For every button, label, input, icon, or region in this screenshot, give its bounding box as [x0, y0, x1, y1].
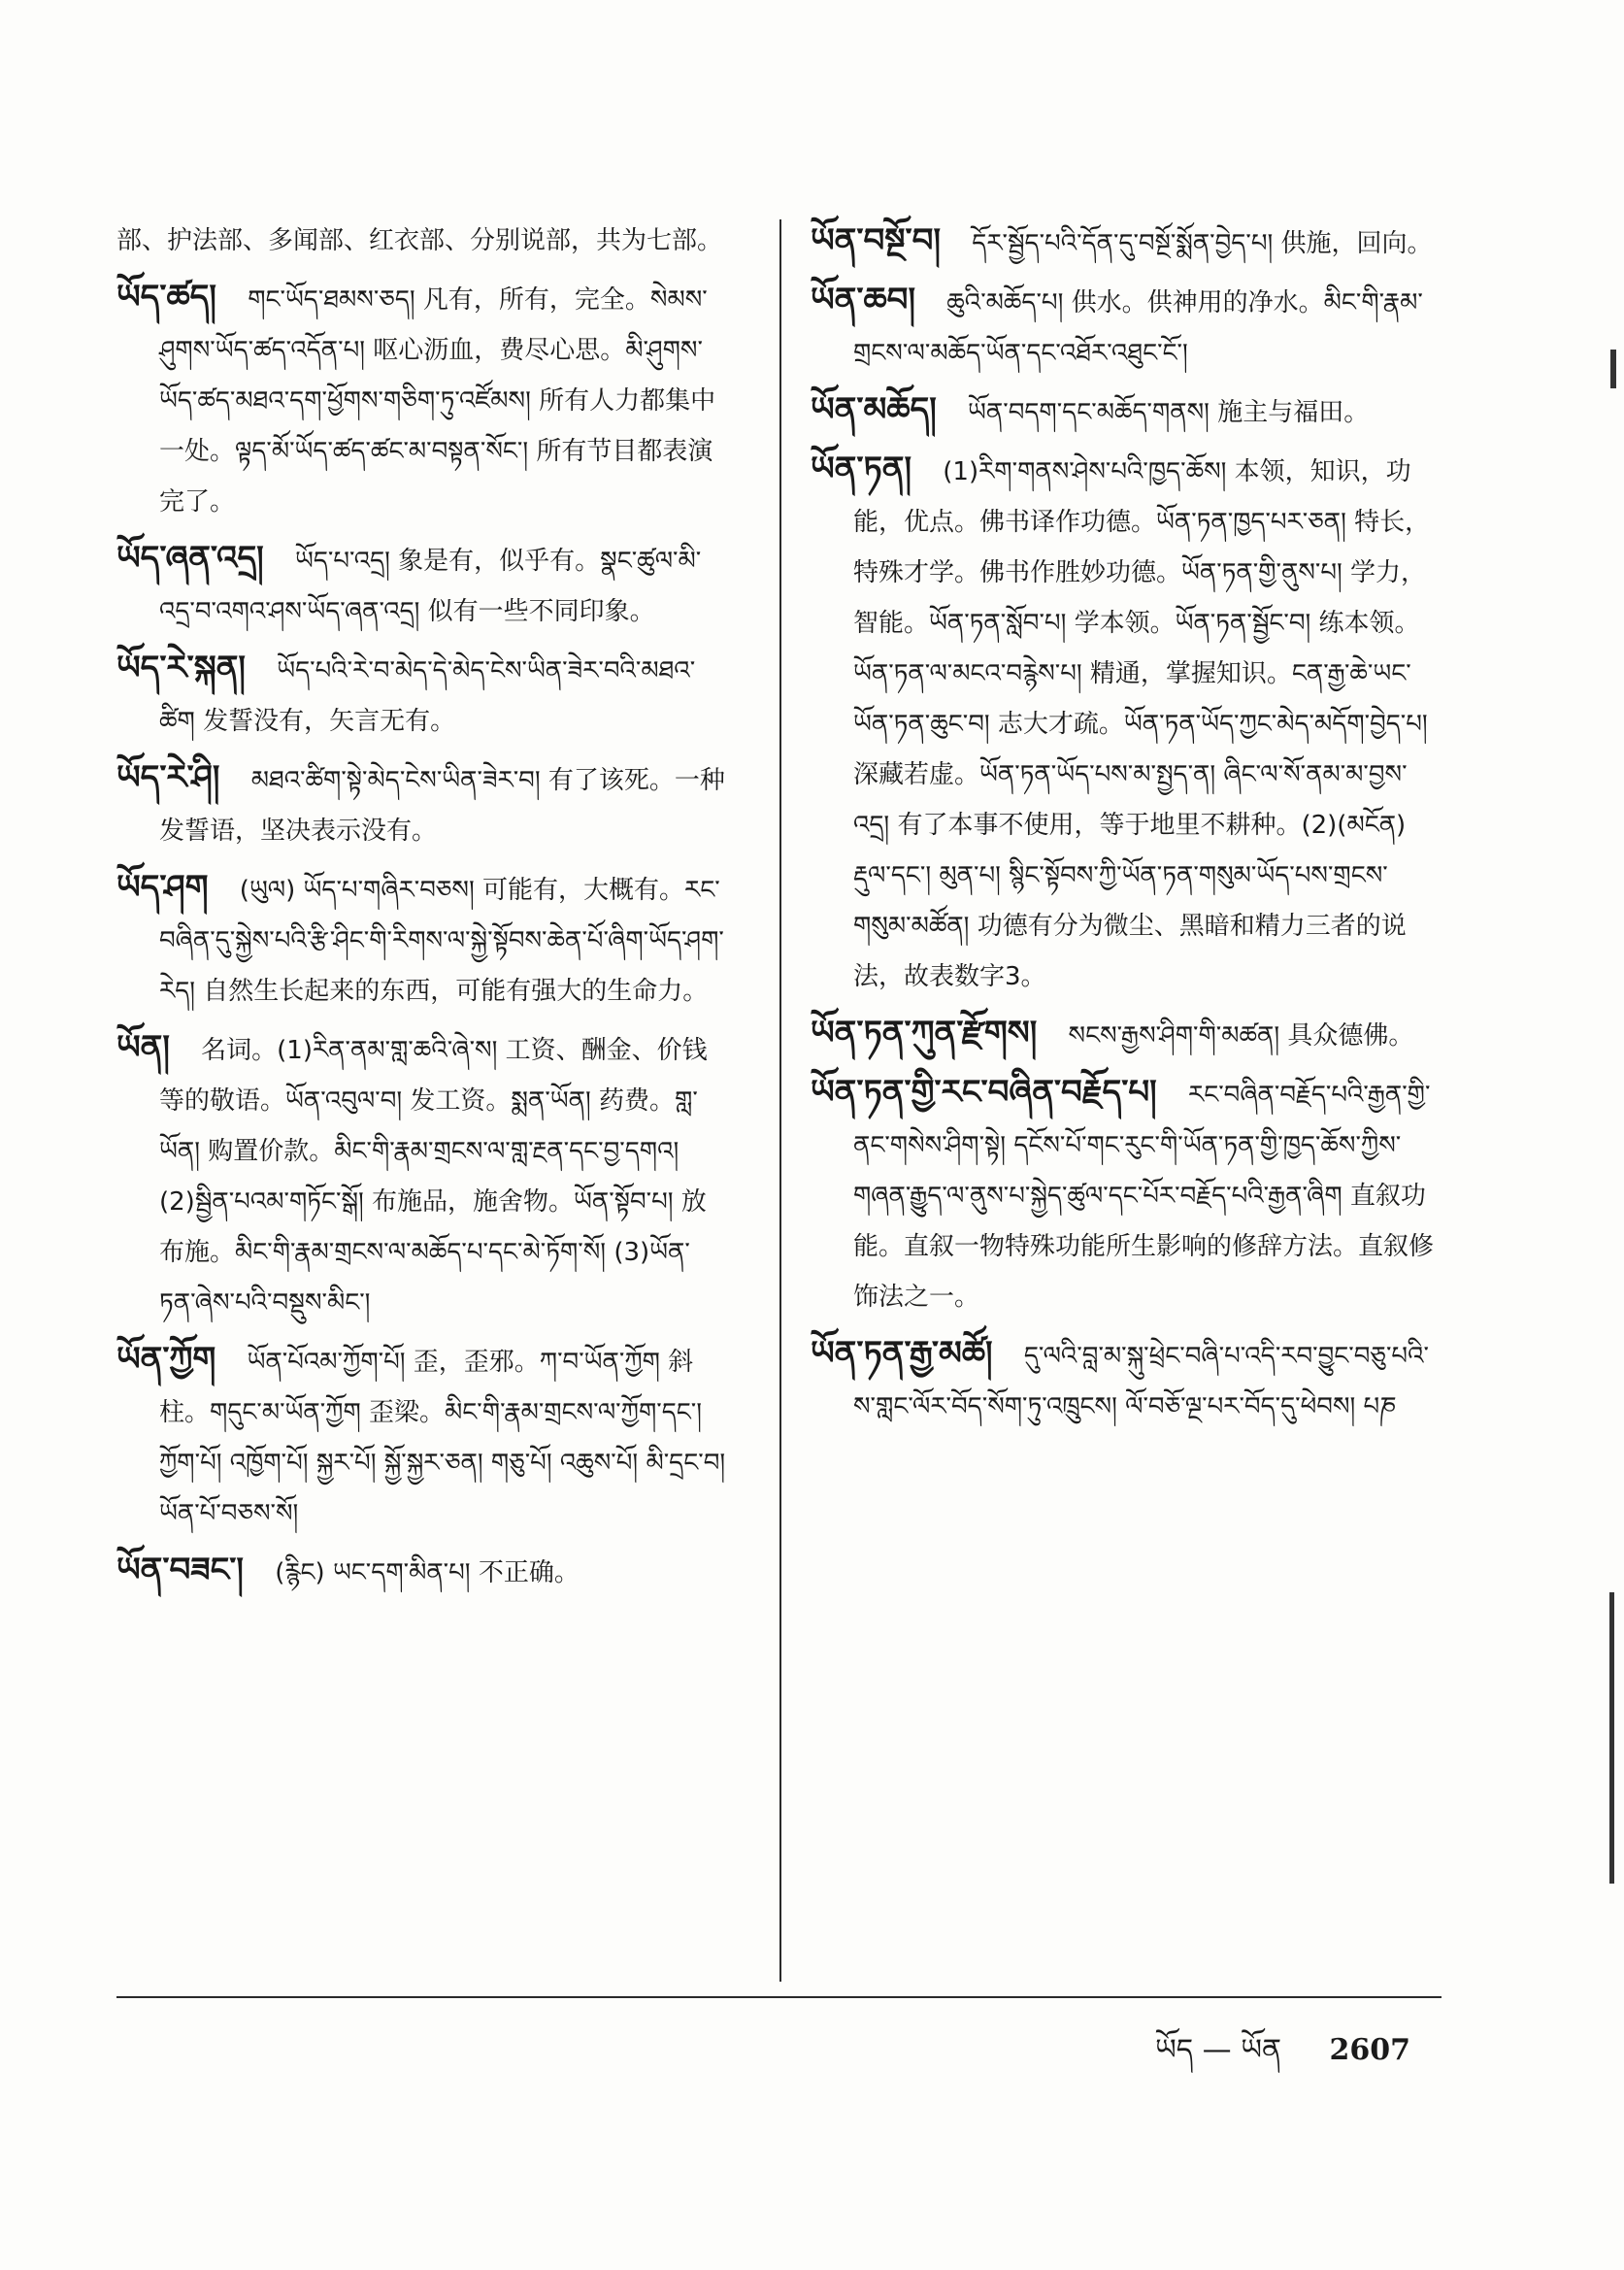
- entry-text: གང་ཡོད་ཐམས་ཅད། 凡有，所有，完全。སེམས་ཤུགས་ཡོད་ཚད་འདོན་པ། 呕心沥血，费尽心思。མི་ཤུགས་ཡོད་ཚད་མཐའ་དག་ཕྱོགས་གཅིག་ཏུ་འཛོམས། 所有人力都集中一处。ལྟད་མོ་ཡོད་ཚད་ཚང་མ་བསྟན་སོང་། 所有节目都表演完了。: [159, 285, 716, 517]
- scan-edge-mark: [1610, 350, 1616, 388]
- entry-headword: ཡོན་ཏན་ཀུན་རྫོགས།: [811, 1014, 1038, 1052]
- entry-text: 名词。(1)རིན་ནམ་གླ་ཆའི་ཞེ་ས། 工资、酬金、价钱等的敬语。ཡོན་འབུལ་བ། 发工资。སྨན་ཡོན། 药费。གླ་ཡོན། 购置价款。མིང་གི་རྣམ་གྲངས་ལ་གླ་རྔན་དང་བྱ་དགའ། (2)སྦྱིན་པའམ་གཏོང་སྒོ། 布施品，施舍物。ཡོན་སྟོབ་པ། 放布施。མིང་གི་རྣམ་གྲངས་ལ་མཆོད་པ་དང་མེ་ཏོག་སོ། (3)ཡོན་ཏན་ཞེས་པའི་བསྡུས་མིང་།: [159, 1036, 708, 1318]
- entry-text: ཡོད་པའི་རེ་བ་མེད་དེ་མེད་ངེས་ཡིན་ཟེར་བའི་མཐའ་ཚིག 发誓没有，矢言无有。: [159, 656, 696, 736]
- dictionary-entry: [116, 272, 726, 527]
- entry-headword: ཡོན་ཀྱོག: [116, 1340, 216, 1379]
- dictionary-entry: [811, 216, 1442, 269]
- scan-edge-mark: [1609, 1592, 1614, 1884]
- entry-text: (1)རིག་གནས་ཤེས་པའི་ཁྱད་ཆོས། 本领，知识，功能，优点。佛书译作功德。ཡོན་ཏན་ཁྱད་པར་ཅན། 特长，特殊才学。佛书作胜妙功德。ཡོན་ཏན་གྱི་ནུས་པ། 学力，智能。ཡོན་ཏན་སློབ་པ། 学本领。ཡོན་ཏན་སྦྱོང་བ། 练本领。ཡོན་ཏན་ལ་མངའ་བརྙེས་པ། 精通，掌握知识。ངན་རྒྱ་ཆེ་ཡང་ཡོན་ཏན་ཆུང་བ། 志大才疏。ཡོན་ཏན་ཡོད་ཀྱང་མེད་མདོག་བྱེད་པ། 深藏若虚。ཡོན་ཏན་ཡོད་པས་མ་སྤྱད་ན། ཞིང་ལ་སོ་ནམ་མ་བྱས་འདྲ། 有了本事不使用，等于地里不耕种。(2)(མངོན) རྡུལ་དང་། མུན་པ། སྙིང་སྟོབས་ཀྱི་ཡོན་ཏན་གསུམ་ཡོད་པས་གྲངས་གསུམ་མཚོན། 功德有分为微尘、黑暗和精力三者的说法，故表数字3。: [853, 457, 1431, 991]
- dictionary-entry: [116, 752, 726, 856]
- dictionary-entry: [811, 384, 1442, 438]
- dictionary-entry: [811, 1008, 1442, 1061]
- dictionary-entry: [811, 1067, 1442, 1322]
- entry-text: ཡོན་བདག་དང་མཆོད་གནས། 施主与福田。: [968, 398, 1370, 427]
- footer-rule: [116, 1996, 1442, 1998]
- dictionary-entry: [116, 1022, 726, 1328]
- entry-headword: ཡོད་རེ་སྐན།: [116, 649, 246, 687]
- left-column: [116, 216, 726, 1604]
- running-head: ཡོད — ཡོན: [1155, 2033, 1281, 2067]
- column-divider: [779, 219, 781, 1982]
- dictionary-entry: [811, 1328, 1442, 1432]
- entry-headword: ཡོད་ཤག: [116, 868, 209, 907]
- dictionary-entry: [116, 216, 726, 266]
- page-number: 2607: [1329, 2033, 1410, 2067]
- entry-headword: ཡོན་ཏན་གྱི་རང་བཞིན་བརྗོད་པ།: [811, 1073, 1157, 1112]
- entry-text: ཡོན་པོའམ་ཀྱོག་པོ། 歪，歪邪。ཀ་བ་ཡོན་ཀྱོག 斜柱。གདུང་མ་ཡོན་ཀྱོག 歪梁。མིང་གི་རྣམ་གྲངས་ལ་ཀྱོག་དང་། ཀྱོག་པོ། འཁྱོག་པོ། སྐྱར་པོ། སྐྱོ་སྐྱར་ཅན། གཅུ་པོ། འཆུས་པོ། མི་དྲང་བ། ཡོན་པོ་བཅས་སོ།: [159, 1348, 726, 1528]
- page-footer: [1155, 2018, 1410, 2099]
- entry-text: དོར་སྦྱོད་པའི་དོན་དུ་བསྔོ་སྨོན་བྱེད་པ། 供施，回向。: [972, 229, 1433, 258]
- entry-headword: ཡོན།: [116, 1028, 170, 1067]
- right-column: [811, 216, 1442, 1438]
- entry-headword: ཡོན་བསྔོ་བ།: [811, 221, 941, 260]
- entry-headword: ཡོད་རེ་ཤི།: [116, 758, 220, 797]
- dictionary-entry: [116, 533, 726, 637]
- dictionary-entry: [116, 862, 726, 1017]
- entry-text: (ཡུལ) ཡོད་པ་གཞིར་བཅས། 可能有，大概有。རང་བཞིན་དུ་སྐྱེས་པའི་རྩི་ཤིང་གི་རིགས་ལ་སྐྱེ་སྟོབས་ཆེན་པོ་ཞིག་ཡོད་ཤག་རེད། 自然生长起来的东西，可能有强大的生命力。: [159, 876, 724, 1006]
- entry-headword: ཡོད་ཞན་འདྲ།: [116, 539, 264, 578]
- dictionary-entry: [116, 1545, 726, 1598]
- dictionary-entry: [811, 444, 1442, 1002]
- entry-text: སངས་རྒྱས་ཤིག་གི་མཚན། 具众德佛。: [1068, 1021, 1414, 1051]
- entry-headword: ཡོན་ཆབ།: [811, 281, 916, 319]
- entry-text: དུ་ལའི་བླ་མ་སྐུ་ཕྲེང་བཞི་པ་འདི་རབ་བྱུང་བཅུ་པའི་ས་གླང་ལོར་བོད་སོག་ཏུ་འཁྲུངས། ལོ་བཅོ་ལྔ་པར་བོད་དུ་ཕེབས། པཎ: [853, 1342, 1429, 1421]
- entry-text: 部、护法部、多闻部、红衣部、分别说部，共为七部。: [116, 226, 723, 255]
- entry-headword: ཡོན་ཏན་རྒྱ་མཚོ།: [811, 1334, 993, 1373]
- dictionary-entry: [116, 1334, 726, 1539]
- entry-text: ཆུའི་མཆོད་པ། 供水。供神用的净水。མིང་གི་རྣམ་གྲངས་ལ་མཆོད་ཡོན་དང་འཐོར་འཐུང་ངོ་།: [853, 288, 1423, 368]
- entry-headword: ཡོད་ཚད།: [116, 278, 216, 317]
- entry-text: རང་བཞིན་བརྗོད་པའི་རྒྱན་གྱི་ནང་གསེས་ཤིག་སྟེ། དངོས་པོ་གང་རུང་གི་ཡོན་ཏན་གྱི་ཁྱད་ཆོས་ཀྱིས་གཞན་རྒྱུད་ལ་ནུས་པ་སྐྱེད་ཚུལ་དང་པོར་བརྗོད་པའི་རྒྱན་ཞིག 直叙功能。直叙一物特殊功能所生影响的修辞方法。直叙修饰法之一。: [853, 1081, 1435, 1312]
- dictionary-entry: [116, 643, 726, 747]
- entry-headword: ཡོན་བཟང་།: [116, 1551, 244, 1589]
- entry-text: མཐའ་ཚིག་སྟེ་མེད་ངེས་ཡིན་ཟེར་བ། 有了该死。一种发誓语，坚决表示没有。: [159, 766, 725, 846]
- dictionary-entry: [811, 275, 1442, 379]
- entry-headword: ཡོན་མཆོད།: [811, 390, 937, 429]
- entry-text: ཡོད་པ་འདྲ། 象是有，似乎有。སྣང་ཚུལ་མི་འདྲ་བ་འགའ་ཤས་ཡོད་ཞན་འདྲ། 似有一些不同印象。: [159, 547, 702, 626]
- entry-text: (རྙིང) ཡང་དག་མིན་པ། 不正确。: [275, 1558, 580, 1587]
- entry-headword: ཡོན་ཏན།: [811, 450, 912, 488]
